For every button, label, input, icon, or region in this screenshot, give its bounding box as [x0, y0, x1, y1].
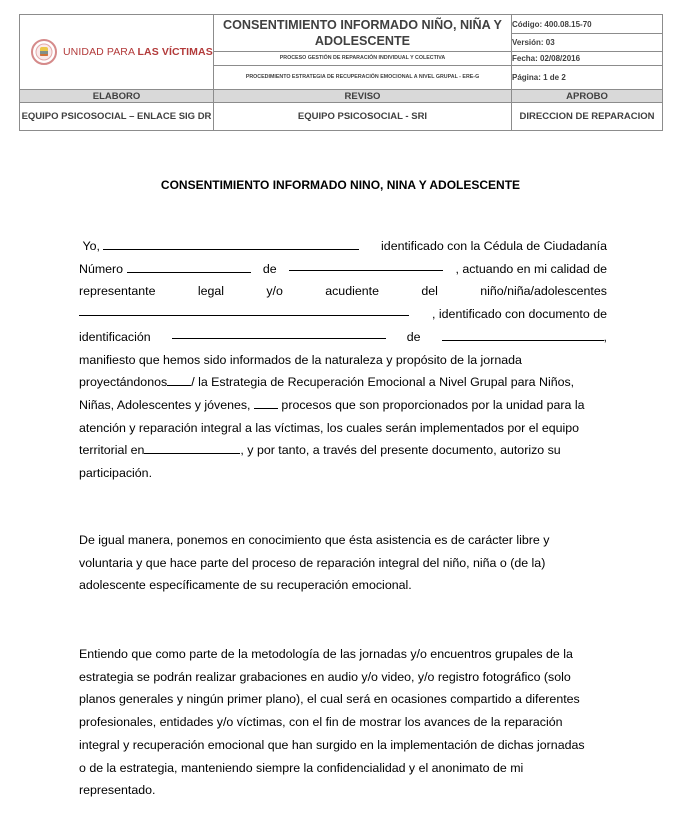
- line: profesionales, entidades y/o víctimas, con el fin de mostrar los avances de la reparación: [79, 715, 563, 730]
- form-title: CONSENTIMIENTO INFORMADO NIÑO, NIÑA Y ADOLESCENTE: [214, 15, 512, 52]
- option-blank-1[interactable]: [167, 373, 191, 386]
- line: De igual manera, ponemos en conocimiento que ésta asistencia es de carácter libre y: [79, 533, 550, 547]
- line: territorial en , y por tanto, a través del presente documento, autorizo su: [79, 443, 561, 458]
- procedure-name: PROCEDIMIENTO ESTRATEGIA DE RECUPERACIÓN EMOCIONAL A NIVEL GRUPAL - ERE-G: [214, 66, 512, 90]
- line: voluntaria y que hace parte del proceso de reparación integral del niño, niña o (de la): [79, 555, 546, 570]
- logo-text: UNIDAD PARA LAS VÍCTIMAS: [63, 46, 213, 58]
- option-blank-2[interactable]: [254, 396, 278, 409]
- aprobo-label: APROBO: [512, 90, 663, 103]
- document-header: [19, 14, 663, 131]
- line: representado.: [79, 783, 156, 798]
- code: Código: 400.08.15-70: [512, 15, 663, 34]
- consent-paragraph-3: [79, 643, 607, 802]
- process-name: PROCESO GESTIÓN DE REPARACIÓN INDIVIDUAL Y COLECTIVA: [214, 52, 512, 66]
- line: proyectándonos / la Estrategia de Recuperación Emocional a Nivel Grupal para Niños,: [79, 375, 575, 390]
- name-blank[interactable]: [103, 237, 359, 250]
- line: adolescente específicamente de su recuperación emocional.: [79, 578, 412, 593]
- line: participación.: [79, 466, 153, 481]
- line: identificación de ,: [79, 326, 607, 349]
- coat-of-arms-icon: [30, 38, 58, 66]
- consent-paragraph-2: [79, 529, 607, 597]
- line: integral y recuperación emocional que han surgido en la implementación de dichas jornadas: [79, 737, 585, 752]
- line: planos generales y ningún primer plano), el cual será en ocasiones compartido a diferentes: [79, 692, 580, 707]
- consent-paragraph-1: [79, 235, 607, 485]
- child-id-place-blank[interactable]: [442, 328, 604, 341]
- id-number-blank[interactable]: [127, 260, 251, 273]
- line: Yo, identificado con la Cédula de Ciudadanía: [82, 239, 607, 253]
- id-place-blank[interactable]: [289, 258, 443, 271]
- elaboro-label: ELABORO: [20, 90, 214, 103]
- line: manifiesto que hemos sido informados de la naturaleza y propósito de la jornada: [79, 352, 522, 367]
- reviso-label: REVISO: [214, 90, 512, 103]
- logo-cell: [20, 15, 214, 90]
- page-number: Página: 1 de 2: [512, 66, 663, 90]
- version: Versión: 03: [512, 34, 663, 52]
- document-title: CONSENTIMIENTO INFORMADO NINO, NINA Y ADOLESCENTE: [160, 178, 521, 192]
- line: o de la estrategia, manteniendo siempre la confidencialidad y el anonimato de mi: [79, 760, 524, 775]
- line: , identificado con documento de: [79, 303, 607, 326]
- line: Número de , actuando en mi calidad de: [79, 258, 607, 281]
- line: estrategia se podrán realizar grabaciones en audio y/o video, y/o registro fotográfico (solo: [79, 669, 571, 684]
- reviso-value: EQUIPO PSICOSOCIAL - SRI: [214, 103, 512, 131]
- line: representante legal y/o acudiente del niño/niña/adolescentes: [79, 284, 607, 299]
- child-id-blank[interactable]: [172, 326, 386, 339]
- date: Fecha: 02/08/2016: [512, 52, 663, 66]
- child-name-blank[interactable]: [79, 303, 409, 316]
- line: Entiendo que como parte de la metodología de las jornadas y/o encuentros grupales de la: [79, 647, 573, 661]
- aprobo-value: DIRECCION DE REPARACION: [512, 103, 663, 131]
- elaboro-value: EQUIPO PSICOSOCIAL – ENLACE SIG DR: [20, 103, 214, 131]
- line: Niñas, Adolescentes y jóvenes, procesos que son proporcionados por la unidad para la: [79, 397, 585, 412]
- territory-blank[interactable]: [144, 441, 240, 454]
- unidad-victimas-logo: [20, 38, 213, 66]
- line: atención y reparación integral a las víctimas, los cuales serán implementados por el equipo: [79, 420, 580, 435]
